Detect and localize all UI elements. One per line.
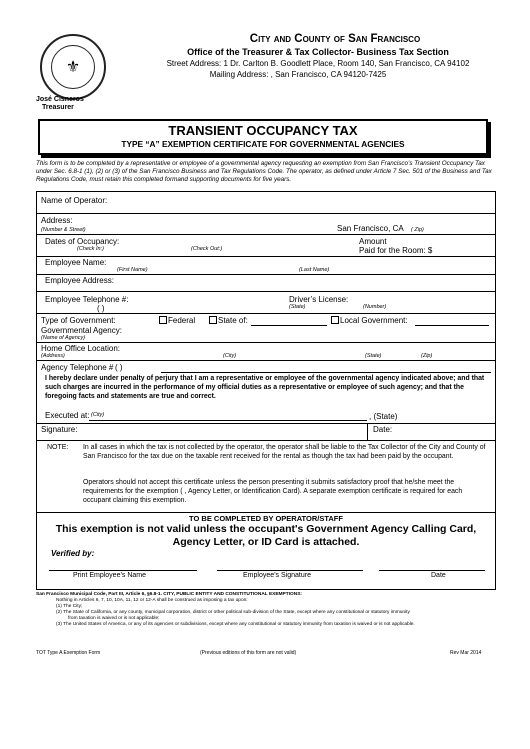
executed-city-sub: (City)	[91, 412, 105, 418]
note-paragraph-2: Operators should not accept this certificate unless the person presenting it submits satisfactory proof that he/she meet the requirements for the exemption ( , Agency Letter, or Identification Card). A separate exemption certificate is required for each occupant claiming this exemption.	[83, 479, 463, 504]
header-street-address: Street Address: 1 Dr. Carlton B. Goodlett Place, Room 140, San Francisco, CA 94102	[166, 59, 470, 68]
signature-label: Signature:	[41, 425, 78, 434]
drivers-license-label: Driver’s License:	[289, 295, 349, 304]
bottom-form-name: TOT Type A Exemption Form	[36, 650, 101, 656]
address-sub: (Number & Street)	[41, 227, 86, 233]
executed-state-sub: , (State)	[369, 412, 398, 421]
seal-emblem-icon: ⚜	[51, 45, 95, 89]
bottom-editions-note: (Previous editions of this form are not valid)	[200, 650, 297, 656]
paid-label: Paid for the Room: $	[359, 246, 433, 255]
attachment-warning: This exemption is not valid unless the occupant's Government Agency Calling Card, Agency Letter, or ID Card is attached.	[55, 523, 477, 548]
dl-state-label: (State)	[289, 304, 306, 310]
footnote-line-0: Nothing in Articles 6, 7, 10, 10A, 11, 12 or 12-A shall be construed as imposing a tax upon:	[56, 598, 248, 603]
address-city: San Francisco, CA	[337, 224, 404, 233]
last-name-label: (Last Name)	[299, 267, 330, 273]
footnote-heading: San Francisco Municipal Code, Part III, Article 6, §6.8-1. CITY, PUBLIC ENTITY AND CONSTITUTIONAL EXEMPTIONS:	[36, 592, 303, 597]
federal-checkbox[interactable]	[159, 316, 167, 324]
declaration-text: I hereby declare under penalty of perjury that I am a representative or employee of the governmental agency indicated above; and that such charges are incurred in the performance of my official duties as a representative or employee of such agency; and that the foregoing facts and statements are true and correct.	[45, 375, 485, 400]
local-government-option[interactable]	[331, 316, 408, 325]
city-seal	[40, 34, 106, 100]
verified-by-label: Verified by:	[51, 549, 95, 558]
treasurer-name: José Cisneros	[36, 96, 84, 103]
employee-telephone-area: ( )	[97, 304, 105, 313]
exemption-form	[36, 191, 496, 590]
header-city: City and County of San Francisco	[249, 33, 421, 45]
form-subtitle: TYPE “A” EXEMPTION CERTIFICATE FOR GOVERNMENTAL AGENCIES	[121, 139, 405, 149]
employee-name-label: Employee Name:	[45, 258, 107, 267]
state-of-label: State of:	[218, 316, 248, 325]
executed-at-label: Executed at:	[45, 411, 90, 420]
date-label: Date:	[373, 425, 393, 434]
agency-telephone-label: Agency Telephone #	[41, 363, 114, 372]
bottom-revision: Rev Mar 2014	[450, 650, 482, 656]
type-of-government-label: Type of Government:	[41, 316, 116, 325]
employee-signature-label: Employee’s Signature	[243, 572, 311, 579]
state-option[interactable]	[209, 316, 248, 325]
check-out-label: (Check Out:)	[191, 246, 223, 252]
title-box	[38, 119, 488, 155]
employee-address-label: Employee Address:	[45, 276, 114, 285]
date-column-label: Date	[431, 572, 446, 579]
print-name-label: Print Employee’s Name	[73, 572, 147, 579]
footnote-line-2b: from taxation is waived or is not applicable;	[68, 616, 160, 621]
governmental-agency-label: Governmental Agency:	[41, 326, 122, 335]
note-paragraph-1: In all cases in which the tax is not collected by the operator, the operator shall be liable to the Tax Collector of the City and County of San Francisco for the tax due on the taxable rent received for the rental as though the tax had been paid by the occupant.	[83, 444, 486, 460]
intro-text: This form is to be completed by a representative or employee of a governmental agency requesting an exemption from San Francisco’s Transient Occupancy Tax under Sec. 6.8-1 (1), (2) or (3) of the San Francisco Business and Tax Regulations Code. The operator, as defined under Article 7 Sec. 501 of the Business and Tax Regulations Code, must retain this completed formand supporting documents for five years.	[36, 160, 492, 183]
dl-number-label: (Number)	[363, 304, 387, 310]
home-office-label: Home Office Location:	[41, 344, 121, 353]
home-office-state-sub: (State)	[365, 353, 382, 359]
local-government-label: Local Government:	[340, 316, 408, 325]
treasurer-title: Treasurer	[42, 104, 74, 111]
footnote-line-2: (2) The State of California, or any county, municipal corporation, district or other political sub-division of the State, except where any constitutional or statutory immunity	[56, 610, 410, 615]
operator-label: Name of Operator:	[41, 196, 108, 205]
state-checkbox[interactable]	[209, 316, 217, 324]
note-label: NOTE:	[47, 444, 69, 451]
home-office-address-sub: (Address)	[41, 353, 65, 359]
local-checkbox[interactable]	[331, 316, 339, 324]
federal-option[interactable]	[159, 316, 195, 325]
staff-heading: TO BE COMPLETED BY OPERATOR/STAFF	[189, 514, 343, 523]
agency-telephone-area: ( )	[115, 363, 123, 372]
employee-telephone-label: Employee Telephone #:	[45, 295, 129, 304]
federal-label: Federal	[168, 316, 196, 325]
form-title: TRANSIENT OCCUPANCY TAX	[168, 123, 358, 138]
check-in-label: (Check In:)	[77, 246, 104, 252]
first-name-label: (First Name)	[117, 267, 148, 273]
header-office: Office of the Treasurer & Tax Collector- Business Tax Section	[187, 47, 449, 57]
footnote-line-1: (1) The City;	[56, 604, 83, 609]
home-office-zip-sub: (Zip)	[421, 353, 433, 359]
dates-label: Dates of Occupancy:	[45, 237, 120, 246]
agency-name-sub: (Name of Agency)	[41, 335, 86, 341]
address-zip: ( Zip)	[411, 227, 424, 233]
header-mailing-address: Mailing Address: , San Francisco, CA 94120-7425	[209, 70, 387, 79]
home-office-city-sub: (City)	[223, 353, 237, 359]
address-label: Address:	[41, 216, 73, 225]
footnote-line-3: (3) The United States of America, or any of its agencies or subdivisions, except where any constitutional or statutory immunity from taxation is waived or is not applicable.	[56, 622, 415, 627]
amount-label: Amount	[359, 237, 387, 246]
